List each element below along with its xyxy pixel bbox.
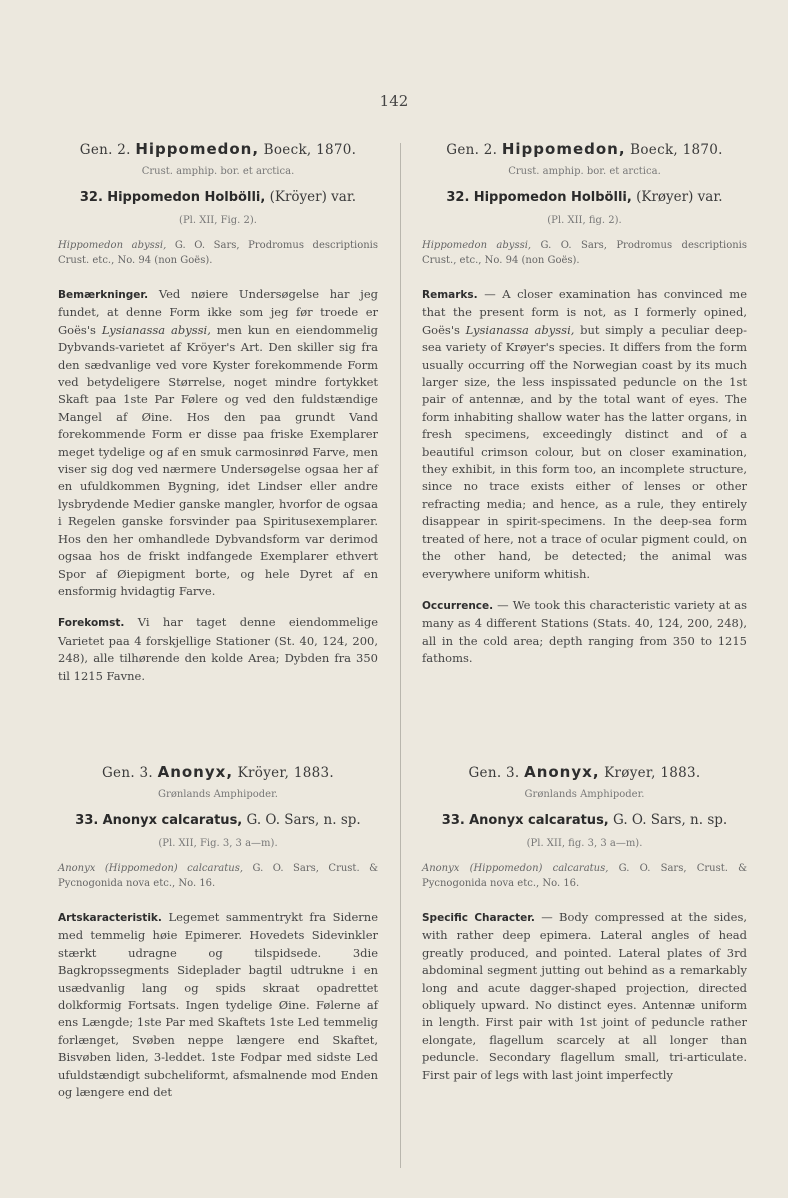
genus-prefix: Gen. 2. bbox=[446, 142, 498, 158]
genus-name: Anonyx, bbox=[524, 763, 600, 781]
genus-suffix: Boeck, 1870. bbox=[630, 142, 723, 158]
character-lead: Specific Character. bbox=[422, 912, 535, 924]
synonym-italic: Hippomedon abyssi, bbox=[422, 240, 532, 251]
synonym-italic: Anonyx (Hippomedon) calcaratus, bbox=[422, 863, 609, 874]
synonym bbox=[422, 861, 747, 891]
species-suffix: G. O. Sars, n. sp. bbox=[613, 812, 728, 828]
column-divider bbox=[400, 143, 401, 1168]
synonym-rest: G. O. Sars, Crust. & Pycnogonida nova etc., No. 16. bbox=[58, 863, 379, 889]
genus-suffix: Boeck, 1870. bbox=[263, 142, 357, 158]
left-column-hippomedon bbox=[58, 140, 378, 699]
genus-name: Hippomedon, bbox=[135, 140, 260, 158]
genus-prefix: Gen. 2. bbox=[79, 142, 131, 158]
synonym bbox=[58, 238, 378, 268]
plate-reference: (Pl. XII, Fig. 3, 3 a—m). bbox=[158, 838, 278, 849]
occurrence-paragraph bbox=[58, 614, 378, 685]
genus-heading bbox=[58, 763, 378, 781]
character-text: Legemet sammentrykt fra Siderne med temmelig høie Epimerer. Hovedets Sidevinkler stærkt udragne og tilspidsede. 3die Bagkropssegments Sideplader bagtil udtrukne i en usædvanlig lang og spids skraat opadrettet dolkformig Fortsats. Ingen tydelige Øine. Følerne af ens Længde; 1ste Par med Skaftets 1ste Led temmelig forlænget, Svøben neppe længere end Skaftet, Bisvøben liden, 3-leddet. 1ste Fodpar med sidste Led ufuldstændigt subcheliformt, afsmalnende mod Enden og længere end det bbox=[58, 910, 379, 1100]
genus-suffix: Kröyer, 1883. bbox=[237, 765, 335, 781]
remarks-text-b: but simply a peculiar deep-sea variety of Krøyer's species. It differs from the form usually occurring off the Norwegian coast by its much larger size, the less inspissated peduncle on the 1st pair of antennæ, and by the total want of eyes. The form inhabiting shallow water has the latter organs, in fresh specimens, exceedingly distinct and of a beautiful crimson colour, but on closer examination, they exhibit, in this form too, an incomplete structure, since no trace exists either of lenses or other refracting media; and hence, as a rule, they entirely disappear in spirit-specimens. In the deep-sea form treated of here, not a trace of ocular pigment could, on the other hand, be detected; the animal was everywhere uniform whitish. bbox=[422, 322, 748, 581]
plate-reference: (Pl. XII, Fig. 2). bbox=[179, 215, 257, 226]
genus-name: Anonyx, bbox=[157, 763, 234, 781]
remarks-text-a: Ved nøiere Undersøgelse har jeg fundet, at denne Form ikke som jeg før troede er Goës's bbox=[58, 287, 378, 337]
species-name: Hippomedon Holbölli, bbox=[473, 190, 632, 205]
species-number: 32. bbox=[446, 190, 470, 205]
genus-heading bbox=[58, 140, 378, 158]
occurrence-text: Vi har taget denne eiendommelige Varietet paa 4 forskjellige Stationer (St. 40, 124, 200, 248), alle tilhørende den kolde Area; Dybden fra 350 til 1215 Favne. bbox=[58, 615, 378, 683]
species-heading bbox=[422, 189, 747, 205]
genus-subtitle: Crust. amphip. bor. et arctica. bbox=[141, 166, 295, 177]
plate-reference: (Pl. XII, fig. 3, 3 a—m). bbox=[526, 838, 643, 849]
genus-subtitle: Grønlands Amphipoder. bbox=[158, 789, 278, 800]
species-suffix: G. O. Sars, n. sp. bbox=[246, 812, 361, 828]
species-number: 33. bbox=[441, 813, 465, 828]
synonym-italic: Hippomedon abyssi, bbox=[58, 240, 167, 251]
species-name: Anonyx calcaratus, bbox=[469, 813, 609, 828]
species-heading bbox=[422, 812, 747, 828]
character-paragraph bbox=[422, 909, 747, 1084]
genus-heading bbox=[422, 763, 747, 781]
remarks-paragraph bbox=[422, 286, 747, 583]
genus-prefix: Gen. 3. bbox=[101, 765, 153, 781]
synonym bbox=[58, 861, 378, 891]
species-heading bbox=[58, 812, 378, 828]
right-column-anonyx bbox=[422, 763, 747, 1098]
genus-name: Hippomedon, bbox=[501, 140, 626, 158]
species-heading bbox=[58, 189, 378, 205]
remarks-text-a: — A closer examination has convinced me that the present form is not, as I formerly opined, Goës's bbox=[422, 287, 748, 337]
character-lead: Artskaracteristik. bbox=[58, 912, 162, 924]
synonym-rest: G. O. Sars, Crust. & Pycnogonida nova etc., No. 16. bbox=[422, 863, 747, 889]
genus-subtitle: Crust. amphip. bor. et arctica. bbox=[508, 166, 661, 177]
synonym-rest: G. O. Sars, Prodromus descriptionis Crust. etc., No. 94 (non Goës). bbox=[58, 240, 378, 266]
genus-heading bbox=[422, 140, 747, 158]
remarks-italic: Lysianassa abyssi, bbox=[101, 322, 211, 337]
character-text: — Body compressed at the sides, with rather deep epimera. Lateral angles of head greatly produced, and pointed. Lateral plates of 3rd abdominal segment jutting out behind as a remarkably long and acute dagger-shaped projection, directed obliquely upward. No distinct eyes. Antennæ uniform in length. First pair with 1st joint of peduncle rather elongate, flagellum scarcely at all longer than peduncle. Secondary flagellum small, tri-articulate. First pair of legs with last joint imperfectly bbox=[422, 910, 748, 1082]
synonym-italic: Anonyx (Hippomedon) calcaratus, bbox=[58, 863, 244, 874]
occurrence-lead: Forekomst. bbox=[58, 617, 125, 630]
remarks-lead: Remarks. bbox=[422, 289, 478, 301]
species-number: 32. bbox=[79, 190, 103, 205]
species-number: 33. bbox=[75, 813, 99, 828]
left-column-anonyx bbox=[58, 763, 378, 1115]
synonym-rest: G. O. Sars, Prodromus descriptionis Crust., etc., No. 94 (non Goës). bbox=[422, 240, 747, 266]
genus-suffix: Krøyer, 1883. bbox=[604, 765, 701, 781]
occurrence-text: — We took this characteristic variety at as many as 4 different Stations (Stats. 40, 124, 200, 248), all in the cold area; depth ranging from 350 to 1215 fathoms. bbox=[422, 597, 748, 666]
remarks-lead: Bemærkninger. bbox=[58, 289, 149, 301]
species-suffix: (Kröyer) var. bbox=[269, 189, 357, 205]
remarks-paragraph bbox=[58, 286, 378, 600]
page-number: 142 bbox=[379, 92, 409, 110]
genus-prefix: Gen. 3. bbox=[468, 765, 520, 781]
species-suffix: (Krøyer) var. bbox=[636, 189, 723, 205]
plate-reference: (Pl. XII, fig. 2). bbox=[547, 215, 622, 226]
right-column-hippomedon bbox=[422, 140, 747, 682]
occurrence-lead: Occurrence. bbox=[422, 599, 494, 612]
species-name: Hippomedon Holbölli, bbox=[107, 190, 266, 205]
remarks-text-b: men kun en eiendommelig Dybvands-varietet af Kröyer's Art. Den skiller sig fra den sædvanlige ved vore Kyster forekommende Form ved betydeligere Størrelse, noget mindre fortykket Skaft paa 1ste Par Følere og ved den fuldstændige Mangel af Øine. Hos den paa grundt Vand forekommende Form er disse paa friske Exemplarer meget tydelige og af en smuk carmosinrød Farve, men viser sig dog ved nærmere Undersøgelse ogsaa her af en ufuldkommen Bygning, idet Lindser eller andre lysbrydende Medier ganske mangler, hvorfor de ogsaa i Regelen ganske forsvinder paa Spiritusexemplarer. Hos den her omhandlede Dybvandsform var derimod ogsaa hos de friskt indfangede Exemplarer ethvert Spor af Øiepigment borte, og hele Dyret af en ensformig hvidagtig Farve. bbox=[58, 322, 378, 598]
remarks-italic: Lysianassa abyssi, bbox=[465, 322, 575, 337]
occurrence-paragraph bbox=[422, 597, 747, 668]
character-paragraph bbox=[58, 909, 378, 1101]
genus-subtitle: Grønlands Amphipoder. bbox=[524, 789, 645, 800]
species-name: Anonyx calcaratus, bbox=[102, 813, 243, 828]
synonym bbox=[422, 238, 747, 268]
